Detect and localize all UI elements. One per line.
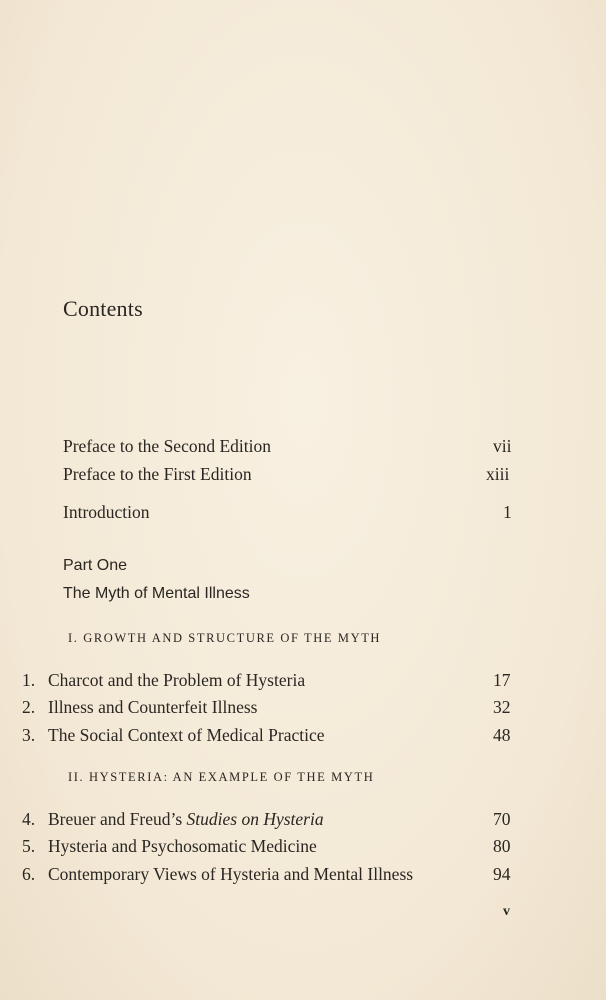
chapter-number: 3.: [22, 725, 36, 745]
toc-entry-page: 1: [503, 502, 512, 522]
toc-entry-page: vii: [493, 436, 512, 456]
chapter-page: 70: [493, 809, 511, 829]
chapter-number: 1.: [22, 670, 36, 690]
toc-chapter: [22, 809, 522, 830]
chapter-title: The Social Context of Medical Practice: [48, 725, 325, 745]
chapter-page: 94: [493, 864, 511, 884]
chapter-page: 32: [493, 697, 511, 717]
chapter-page: 17: [493, 670, 511, 690]
toc-entry-title: Preface to the First Edition: [63, 464, 252, 484]
toc-entry: [63, 464, 513, 485]
chapter-number: 6.: [22, 864, 36, 884]
chapter-title: Contemporary Views of Hysteria and Mental Illness: [48, 864, 414, 884]
chapter-page: 48: [493, 725, 511, 745]
chapter-title: Illness and Counterfeit Illness: [48, 697, 258, 717]
toc-chapter: [22, 725, 522, 746]
toc-chapter: [22, 836, 522, 857]
toc-entry-title: Preface to the Second Edition: [63, 436, 271, 456]
chapter-page: 80: [493, 836, 511, 856]
chapter-title-italic: Studies on Hysteria: [186, 809, 324, 829]
chapter-title-prefix: Breuer and Freud’s: [48, 809, 187, 829]
page-folio: v: [503, 904, 510, 919]
chapter-number: 4.: [22, 809, 36, 829]
chapter-number: 5.: [22, 836, 36, 856]
part-label: Part One: [63, 557, 128, 574]
toc-entry-page: xiii: [486, 464, 510, 484]
page-title: Contents: [63, 296, 143, 321]
toc-chapter: [22, 697, 522, 718]
chapter-number: 2.: [22, 697, 36, 717]
toc-entry-title: Introduction: [63, 502, 150, 522]
chapter-title: Hysteria and Psychosomatic Medicine: [48, 836, 317, 856]
toc-chapter: [22, 864, 522, 885]
section-heading: I. GROWTH AND STRUCTURE OF THE MYTH: [68, 631, 382, 645]
part-title: The Myth of Mental Illness: [63, 585, 250, 602]
toc-chapter: [22, 670, 522, 691]
toc-entry: [63, 502, 513, 523]
section-heading: II. HYSTERIA: AN EXAMPLE OF THE MYTH: [68, 770, 375, 784]
chapter-title: Charcot and the Problem of Hysteria: [48, 670, 306, 690]
toc-entry: [63, 436, 513, 457]
